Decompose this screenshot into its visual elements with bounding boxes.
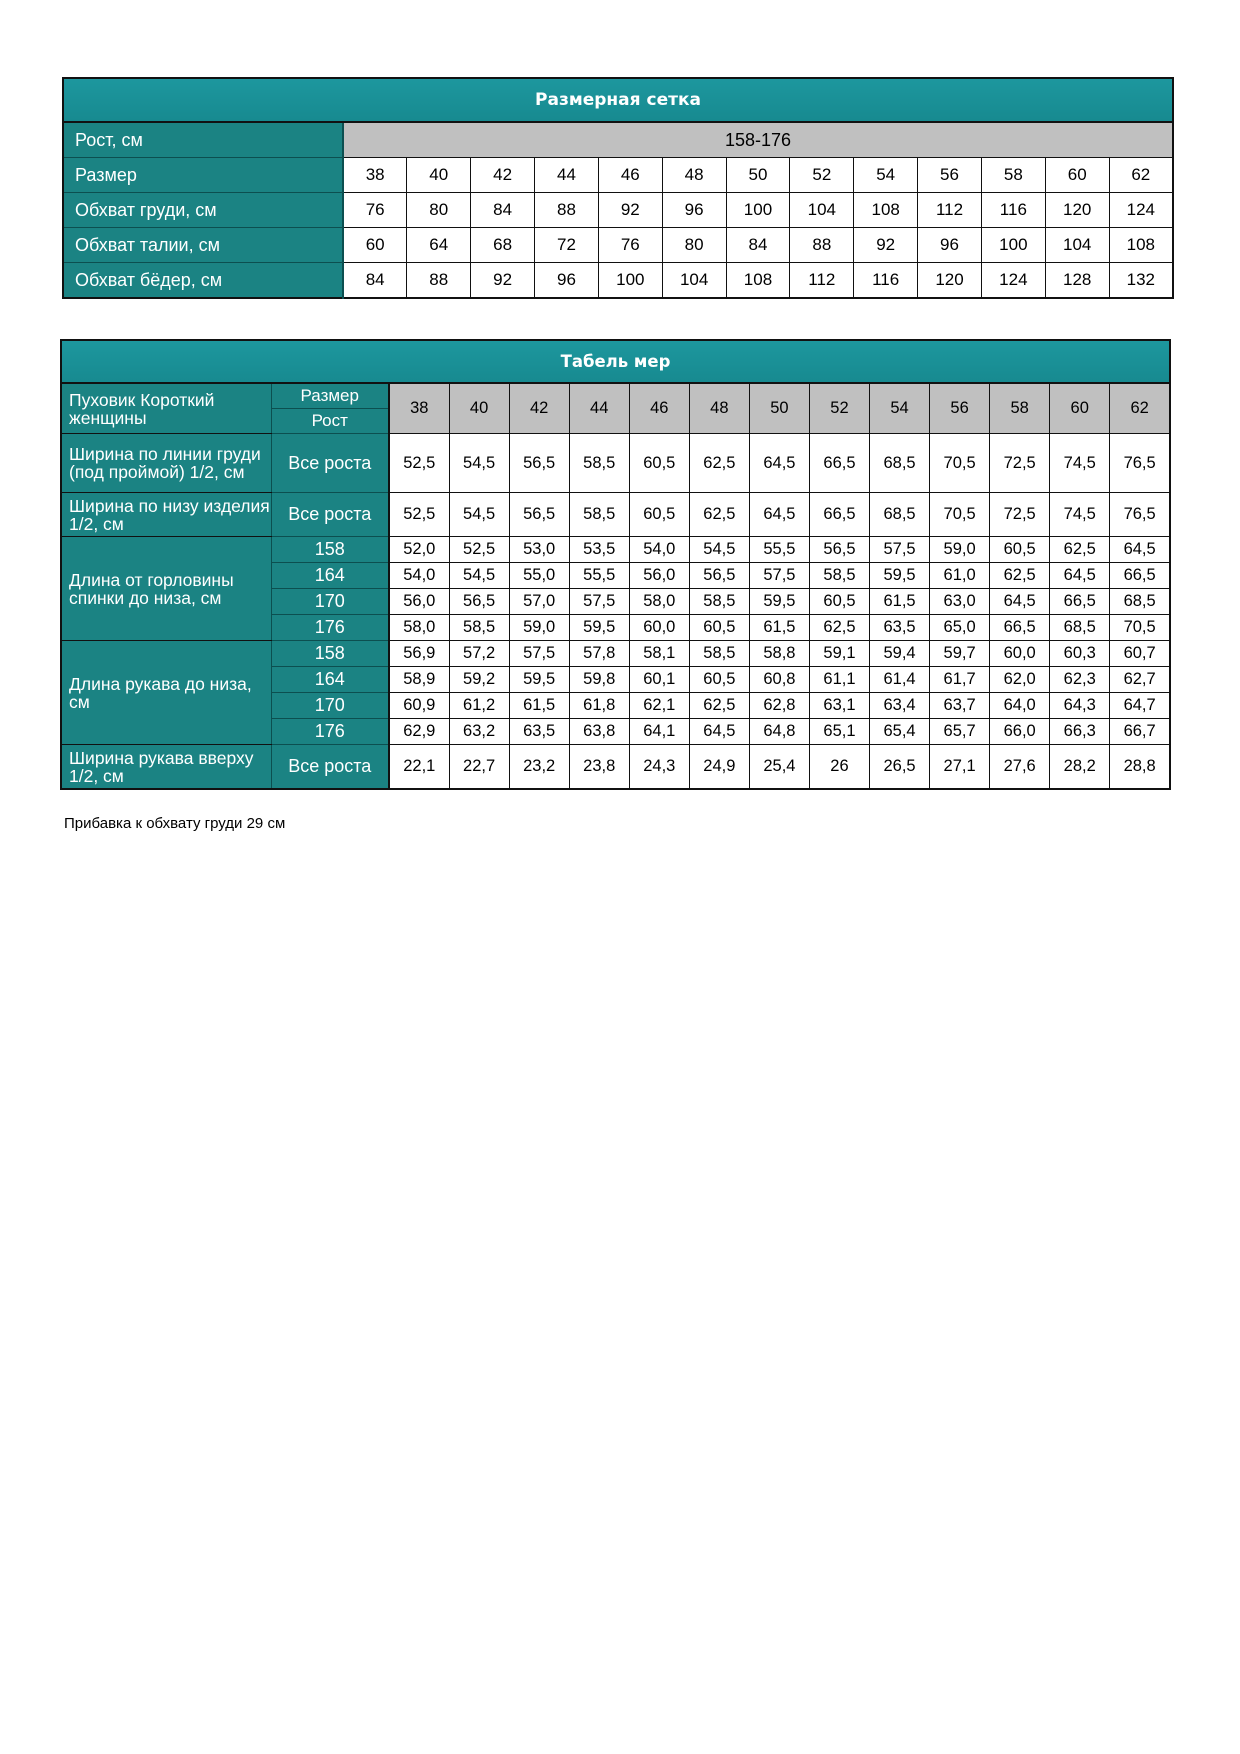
value-cell: 62,5 — [689, 693, 749, 719]
value-cell: 59,5 — [749, 589, 809, 615]
value-cell: 62,9 — [389, 719, 449, 745]
size-header: 54 — [870, 383, 930, 434]
height-cell: 176 — [271, 719, 389, 745]
height-cell: Все роста — [271, 493, 389, 537]
measure-body — [61, 434, 1170, 790]
measure-label: Ширина по линии груди (под проймой) 1/2, см — [61, 434, 271, 493]
height-cell: 170 — [271, 693, 389, 719]
height-label: Рост, см — [63, 122, 343, 158]
size-grid-body — [63, 158, 1173, 299]
value-cell: 64,5 — [689, 719, 749, 745]
size-grid-height-row — [63, 122, 1173, 158]
value-cell: 72,5 — [990, 493, 1050, 537]
size-header: 56 — [930, 383, 990, 434]
value-cell: 65,4 — [870, 719, 930, 745]
value-cell: 28,8 — [1110, 745, 1170, 790]
value-cell: 54,0 — [629, 537, 689, 563]
value-cell: 62,7 — [1110, 667, 1170, 693]
value-cell: 56 — [918, 158, 982, 193]
value-cell: 59,5 — [509, 667, 569, 693]
value-cell: 56,9 — [389, 641, 449, 667]
value-cell: 25,4 — [749, 745, 809, 790]
measure-label: Ширина рукава вверху 1/2, см — [61, 745, 271, 790]
value-cell: 62,3 — [1050, 667, 1110, 693]
value-cell: 52,0 — [389, 537, 449, 563]
value-cell: 68,5 — [1110, 589, 1170, 615]
value-cell: 88 — [407, 263, 471, 299]
value-cell: 62,8 — [749, 693, 809, 719]
value-cell: 64,3 — [1050, 693, 1110, 719]
value-cell: 58,0 — [629, 589, 689, 615]
measure-label: Длина рукава до низа, см — [61, 641, 271, 745]
measure-row — [61, 745, 1170, 790]
value-cell: 104 — [662, 263, 726, 299]
value-cell: 63,8 — [569, 719, 629, 745]
value-cell: 80 — [662, 228, 726, 263]
value-cell: 50 — [726, 158, 790, 193]
value-cell: 58,0 — [389, 615, 449, 641]
height-cell: 164 — [271, 667, 389, 693]
size-grid-row — [63, 263, 1173, 299]
value-cell: 61,0 — [930, 563, 990, 589]
value-cell: 52 — [790, 158, 854, 193]
measure-title-row — [61, 340, 1170, 383]
size-header: 42 — [509, 383, 569, 434]
value-cell: 92 — [471, 263, 535, 299]
value-cell: 56,5 — [509, 493, 569, 537]
value-cell: 84 — [471, 193, 535, 228]
value-cell: 60 — [1045, 158, 1109, 193]
size-grid-title-row — [63, 78, 1173, 122]
size-header: 48 — [689, 383, 749, 434]
value-cell: 74,5 — [1050, 493, 1110, 537]
value-cell: 108 — [726, 263, 790, 299]
value-cell: 63,1 — [809, 693, 869, 719]
value-cell: 62,5 — [689, 493, 749, 537]
value-cell: 57,8 — [569, 641, 629, 667]
measure-row — [61, 641, 1170, 667]
value-cell: 66,5 — [809, 493, 869, 537]
value-cell: 54,5 — [449, 434, 509, 493]
value-cell: 58,5 — [449, 615, 509, 641]
value-cell: 104 — [790, 193, 854, 228]
height-cell: 170 — [271, 589, 389, 615]
value-cell: 62,5 — [990, 563, 1050, 589]
value-cell: 59,4 — [870, 641, 930, 667]
value-cell: 68,5 — [870, 434, 930, 493]
value-cell: 54,0 — [389, 563, 449, 589]
value-cell: 28,2 — [1050, 745, 1110, 790]
value-cell: 59,8 — [569, 667, 629, 693]
value-cell: 63,0 — [930, 589, 990, 615]
row-label: Обхват бёдер, см — [63, 263, 343, 299]
size-header: 50 — [749, 383, 809, 434]
footnote: Прибавка к обхвату груди 29 см — [64, 815, 286, 832]
value-cell: 124 — [1109, 193, 1173, 228]
value-cell: 46 — [598, 158, 662, 193]
value-cell: 63,2 — [449, 719, 509, 745]
measure-label: Ширина по низу изделия 1/2, см — [61, 493, 271, 537]
value-cell: 58,5 — [809, 563, 869, 589]
value-cell: 64,7 — [1110, 693, 1170, 719]
value-cell: 60,0 — [629, 615, 689, 641]
value-cell: 58,8 — [749, 641, 809, 667]
value-cell: 59,5 — [870, 563, 930, 589]
value-cell: 132 — [1109, 263, 1173, 299]
value-cell: 60,5 — [689, 615, 749, 641]
value-cell: 62 — [1109, 158, 1173, 193]
row-label: Размер — [63, 158, 343, 193]
value-cell: 61,7 — [930, 667, 990, 693]
value-cell: 26 — [809, 745, 869, 790]
value-cell: 96 — [535, 263, 599, 299]
value-cell: 96 — [918, 228, 982, 263]
value-cell: 66,5 — [1050, 589, 1110, 615]
value-cell: 60,7 — [1110, 641, 1170, 667]
value-cell: 61,1 — [809, 667, 869, 693]
value-cell: 60,8 — [749, 667, 809, 693]
value-cell: 42 — [471, 158, 535, 193]
value-cell: 100 — [726, 193, 790, 228]
value-cell: 108 — [1109, 228, 1173, 263]
size-header: 46 — [629, 383, 689, 434]
value-cell: 54,5 — [689, 537, 749, 563]
value-cell: 64,5 — [1050, 563, 1110, 589]
value-cell: 76,5 — [1110, 493, 1170, 537]
height-cell: 164 — [271, 563, 389, 589]
value-cell: 120 — [1045, 193, 1109, 228]
value-cell: 66,7 — [1110, 719, 1170, 745]
value-cell: 66,5 — [990, 615, 1050, 641]
value-cell: 84 — [726, 228, 790, 263]
value-cell: 58,9 — [389, 667, 449, 693]
value-cell: 58 — [981, 158, 1045, 193]
value-cell: 60,5 — [629, 493, 689, 537]
value-cell: 58,5 — [569, 493, 629, 537]
value-cell: 76 — [343, 193, 407, 228]
size-header: 38 — [389, 383, 449, 434]
value-cell: 76 — [598, 228, 662, 263]
value-cell: 59,7 — [930, 641, 990, 667]
size-grid-table — [62, 77, 1174, 299]
height-cell: 158 — [271, 537, 389, 563]
value-cell: 52,5 — [389, 493, 449, 537]
value-cell: 52,5 — [449, 537, 509, 563]
value-cell: 59,0 — [930, 537, 990, 563]
value-cell: 59,0 — [509, 615, 569, 641]
value-cell: 55,5 — [569, 563, 629, 589]
value-cell: 58,5 — [689, 589, 749, 615]
value-cell: 58,5 — [689, 641, 749, 667]
value-cell: 64,8 — [749, 719, 809, 745]
value-cell: 72 — [535, 228, 599, 263]
value-cell: 60,5 — [629, 434, 689, 493]
value-cell: 65,7 — [930, 719, 990, 745]
value-cell: 64 — [407, 228, 471, 263]
value-cell: 108 — [854, 193, 918, 228]
value-cell: 92 — [598, 193, 662, 228]
value-cell: 116 — [854, 263, 918, 299]
value-cell: 70,5 — [930, 434, 990, 493]
value-cell: 62,5 — [1050, 537, 1110, 563]
value-cell: 62,0 — [990, 667, 1050, 693]
value-cell: 70,5 — [1110, 615, 1170, 641]
height-sub-label: Рост — [271, 409, 389, 434]
size-header: 60 — [1050, 383, 1110, 434]
row-label: Обхват груди, см — [63, 193, 343, 228]
value-cell: 60,5 — [689, 667, 749, 693]
measure-header-row — [61, 383, 1170, 409]
size-header: 62 — [1110, 383, 1170, 434]
value-cell: 23,8 — [569, 745, 629, 790]
size-header: 52 — [809, 383, 869, 434]
value-cell: 64,5 — [990, 589, 1050, 615]
value-cell: 57,0 — [509, 589, 569, 615]
value-cell: 61,5 — [870, 589, 930, 615]
value-cell: 104 — [1045, 228, 1109, 263]
value-cell: 52,5 — [389, 434, 449, 493]
value-cell: 57,5 — [509, 641, 569, 667]
value-cell: 63,5 — [509, 719, 569, 745]
value-cell: 61,5 — [509, 693, 569, 719]
value-cell: 64,5 — [749, 434, 809, 493]
value-cell: 54,5 — [449, 493, 509, 537]
size-grid-row — [63, 228, 1173, 263]
value-cell: 26,5 — [870, 745, 930, 790]
measure-label: Длина от горловины спинки до низа, см — [61, 537, 271, 641]
value-cell: 24,9 — [689, 745, 749, 790]
value-cell: 62,5 — [689, 434, 749, 493]
value-cell: 65,1 — [809, 719, 869, 745]
height-range: 158-176 — [343, 122, 1173, 158]
value-cell: 66,0 — [990, 719, 1050, 745]
value-cell: 76,5 — [1110, 434, 1170, 493]
size-header: 40 — [449, 383, 509, 434]
value-cell: 66,3 — [1050, 719, 1110, 745]
height-cell: 158 — [271, 641, 389, 667]
value-cell: 116 — [981, 193, 1045, 228]
value-cell: 88 — [790, 228, 854, 263]
value-cell: 63,7 — [930, 693, 990, 719]
value-cell: 53,5 — [569, 537, 629, 563]
value-cell: 55,5 — [749, 537, 809, 563]
value-cell: 27,1 — [930, 745, 990, 790]
value-cell: 120 — [918, 263, 982, 299]
value-cell: 64,0 — [990, 693, 1050, 719]
measure-row — [61, 537, 1170, 563]
measure-table — [60, 339, 1171, 790]
value-cell: 62,1 — [629, 693, 689, 719]
value-cell: 57,5 — [569, 589, 629, 615]
size-label: Размер — [271, 383, 389, 409]
value-cell: 57,5 — [870, 537, 930, 563]
value-cell: 22,1 — [389, 745, 449, 790]
height-cell: 176 — [271, 615, 389, 641]
value-cell: 64,5 — [1110, 537, 1170, 563]
value-cell: 56,5 — [809, 537, 869, 563]
value-cell: 64,1 — [629, 719, 689, 745]
size-grid-row — [63, 193, 1173, 228]
value-cell: 70,5 — [930, 493, 990, 537]
size-grid-row — [63, 158, 1173, 193]
value-cell: 57,2 — [449, 641, 509, 667]
value-cell: 55,0 — [509, 563, 569, 589]
value-cell: 60 — [343, 228, 407, 263]
height-cell: Все роста — [271, 745, 389, 790]
value-cell: 57,5 — [749, 563, 809, 589]
value-cell: 92 — [854, 228, 918, 263]
value-cell: 62,5 — [809, 615, 869, 641]
value-cell: 88 — [535, 193, 599, 228]
value-cell: 66,5 — [809, 434, 869, 493]
value-cell: 60,1 — [629, 667, 689, 693]
value-cell: 48 — [662, 158, 726, 193]
value-cell: 74,5 — [1050, 434, 1110, 493]
value-cell: 59,2 — [449, 667, 509, 693]
value-cell: 44 — [535, 158, 599, 193]
value-cell: 60,5 — [990, 537, 1050, 563]
value-cell: 56,5 — [509, 434, 569, 493]
height-cell: Все роста — [271, 434, 389, 493]
measure-table-title: Табель мер — [61, 340, 1170, 383]
value-cell: 100 — [981, 228, 1045, 263]
value-cell: 64,5 — [749, 493, 809, 537]
value-cell: 56,0 — [629, 563, 689, 589]
value-cell: 84 — [343, 263, 407, 299]
value-cell: 60,3 — [1050, 641, 1110, 667]
value-cell: 68,5 — [870, 493, 930, 537]
value-cell: 80 — [407, 193, 471, 228]
value-cell: 124 — [981, 263, 1045, 299]
value-cell: 58,1 — [629, 641, 689, 667]
value-cell: 59,1 — [809, 641, 869, 667]
size-grid-title: Размерная сетка — [63, 78, 1173, 122]
value-cell: 54 — [854, 158, 918, 193]
value-cell: 60,5 — [809, 589, 869, 615]
value-cell: 61,2 — [449, 693, 509, 719]
value-cell: 56,5 — [449, 589, 509, 615]
value-cell: 68 — [471, 228, 535, 263]
value-cell: 54,5 — [449, 563, 509, 589]
value-cell: 60,9 — [389, 693, 449, 719]
measure-row — [61, 434, 1170, 493]
product-name: Пуховик Короткий женщины — [61, 383, 271, 434]
value-cell: 40 — [407, 158, 471, 193]
value-cell: 66,5 — [1110, 563, 1170, 589]
value-cell: 24,3 — [629, 745, 689, 790]
value-cell: 100 — [598, 263, 662, 299]
value-cell: 23,2 — [509, 745, 569, 790]
value-cell: 63,4 — [870, 693, 930, 719]
row-label: Обхват талии, см — [63, 228, 343, 263]
value-cell: 68,5 — [1050, 615, 1110, 641]
value-cell: 63,5 — [870, 615, 930, 641]
value-cell: 56,5 — [689, 563, 749, 589]
value-cell: 38 — [343, 158, 407, 193]
value-cell: 65,0 — [930, 615, 990, 641]
value-cell: 59,5 — [569, 615, 629, 641]
value-cell: 60,0 — [990, 641, 1050, 667]
value-cell: 27,6 — [990, 745, 1050, 790]
value-cell: 112 — [918, 193, 982, 228]
value-cell: 56,0 — [389, 589, 449, 615]
value-cell: 61,5 — [749, 615, 809, 641]
value-cell: 72,5 — [990, 434, 1050, 493]
value-cell: 61,8 — [569, 693, 629, 719]
size-header: 44 — [569, 383, 629, 434]
value-cell: 96 — [662, 193, 726, 228]
value-cell: 22,7 — [449, 745, 509, 790]
value-cell: 58,5 — [569, 434, 629, 493]
value-cell: 112 — [790, 263, 854, 299]
value-cell: 61,4 — [870, 667, 930, 693]
measure-row — [61, 493, 1170, 537]
value-cell: 53,0 — [509, 537, 569, 563]
value-cell: 128 — [1045, 263, 1109, 299]
size-header: 58 — [990, 383, 1050, 434]
